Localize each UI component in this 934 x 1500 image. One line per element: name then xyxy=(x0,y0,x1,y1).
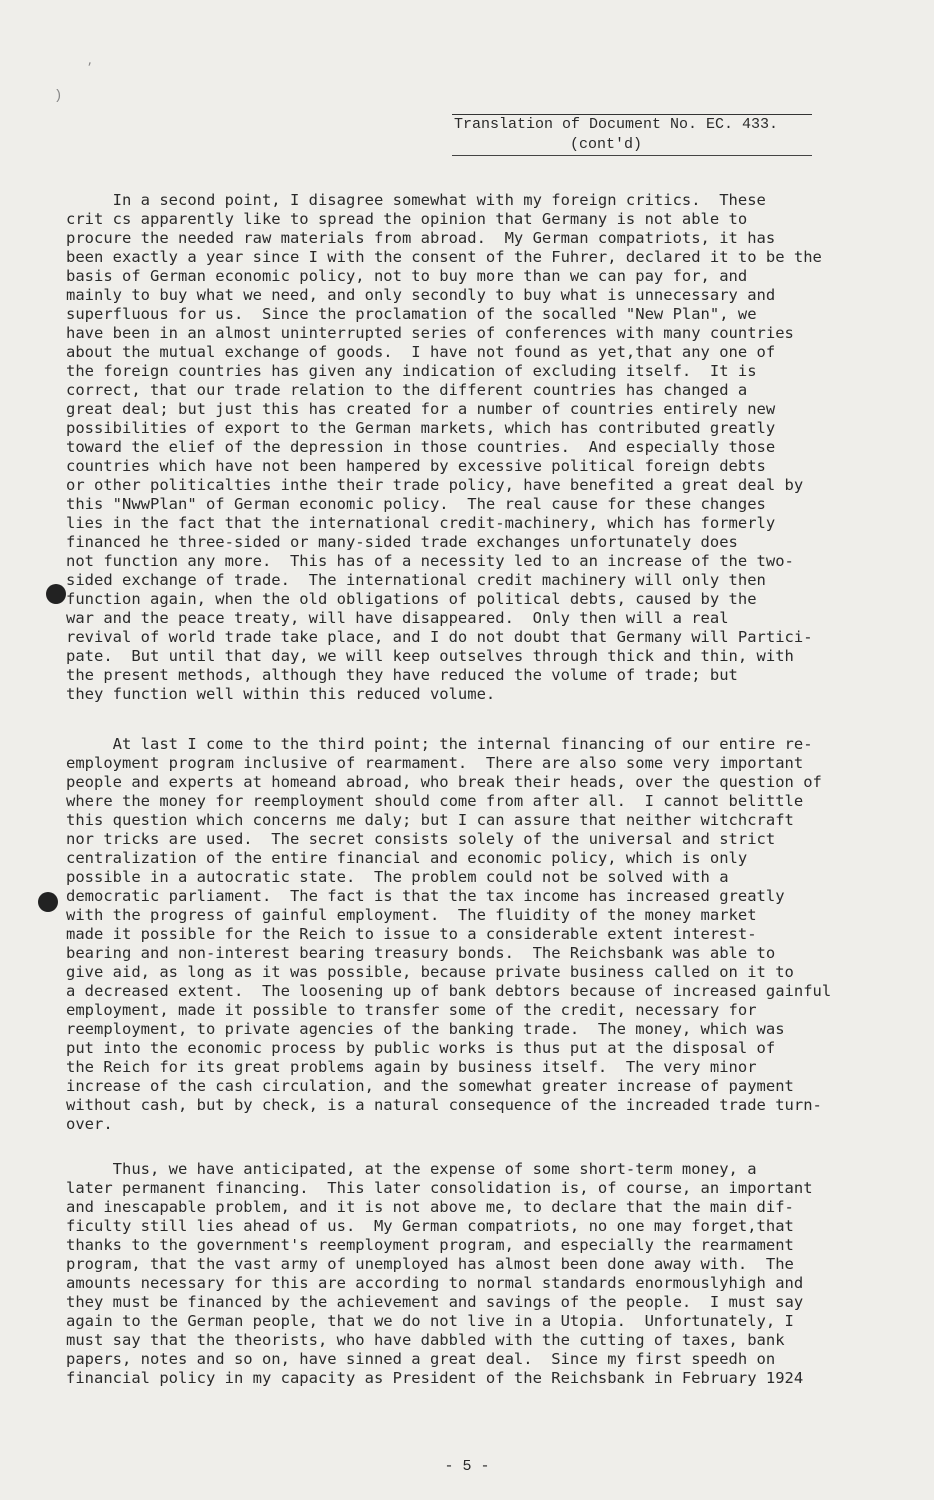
paragraph-anticipated-financing: Thus, we have anticipated, at the expense of some short-term money, a later permanent financing. This later consolidation is, of course, an important and inescapable problem, and it is not above me, to declare that the main dif- ficulty still lies ahead of us. My German compatriots, no one may forget,that thanks to the government's reemployment program, and especially the rearmament program, that the vast army of unemployed has almost been done away with. The amounts necessary for this are according to normal standards enormouslyhigh and they must be financed by the achievement and savings of the people. I must say again to the German people, that we do not live in a Utopia. Unfortunately, I must say that the theorists, who have dabbled with the cutting of taxes, bank papers, notes and so on, have sinned a great deal. Since my first speedh on financial policy in my capacity as President of the Reichsbank in February 1924 xyxy=(66,1160,813,1387)
punch-hole xyxy=(38,892,58,912)
document-header xyxy=(452,114,812,155)
page-number: - 5 - xyxy=(444,1458,490,1475)
paper-speck: ⸴ xyxy=(88,55,92,71)
punch-hole xyxy=(46,584,66,604)
header-underline xyxy=(452,155,812,156)
continued-label: (cont'd) xyxy=(570,136,643,153)
paragraph-second-point: In a second point, I disagree somewhat with my foreign critics. These crit cs apparently like to spread the opinion that Germany is not able to procure the needed raw materials from abroad. My German compatriots, it has been exactly a year since I with the consent of the Fuhrer, declared it to be the basis of German economic policy, not to buy more than we can pay for, and mainly to buy what we need, and only secondly to buy what is unnecessary and superfluous for us. Since the proclamation of the socalled "New Plan", we have been in an almost uninterrupted series of conferences with many countries about the mutual exchange of goods. I have not found as yet,that any one of the foreign countries has given any indication of excluding itself. It is correct, that our trade relation to the different countries has changed a great deal; but just this has created for a number of countries entirely new possibilities of export to the German markets, which has contributed greatly toward the elief of the depression in those countries. And especially those countries which have not been hampered by excessive political foreign debts or other politicalties inthe their trade policy, have benefited a great deal by this "NwwPlan" of German economic policy. The real cause for these changes lies in the fact that the international credit-machinery, which has formerly financed he three-sided or many-sided trade exchanges unfortunately does not function any more. This has of a necessity led to an increase of the two- sided exchange of trade. The international credit machinery will only then function again, when the old obligations of political debts, caused by the war and the peace treaty, will have disappeared. Only then will a real revival of world trade take place, and I do not doubt that Germany will Partici- pate. But until that day, we will keep outselves through thick and thin, with the present methods, although they have reduced the volume of trade; but they function well within this reduced volume. xyxy=(66,191,822,703)
paper-speck: ) xyxy=(54,88,63,104)
document-title: Translation of Document No. EC. 433. xyxy=(454,116,779,133)
paragraph-third-point: At last I come to the third point; the internal financing of our entire re- employment program inclusive of rearmament. There are also some very important people and experts at homeand abroad, who break their heads, over the question of where the money for reemployment should come from after all. I cannot belittle this question which concerns me daly; but I can assure that neither witchcraft nor tricks are used. The secret consists solely of the universal and strict centralization of the entire financial and economic policy, which is only possible in a autocratic state. The problem could not be solved with a democratic parliament. The fact is that the tax income has increased greatly with the progress of gainful employment. The fluidity of the money market made it possible for the Reich to issue to a considerable extent interest- bearing and non-interest bearing treasury bonds. The Reichsbank was able to give aid, as long as it was possible, because private business called on it to a decreased extent. The loosening up of bank debtors because of increased gainful employment, made it possible to transfer some of the credit, necessary for reemployment, to private agencies of the banking trade. The money, which was put into the economic process by public works is thus put at the disposal of the Reich for its great problems again by business itself. The very minor increase of the cash circulation, and the somewhat greater increase of payment without cash, but by check, is a natural consequence of the increaded trade turn- over. xyxy=(66,735,832,1133)
